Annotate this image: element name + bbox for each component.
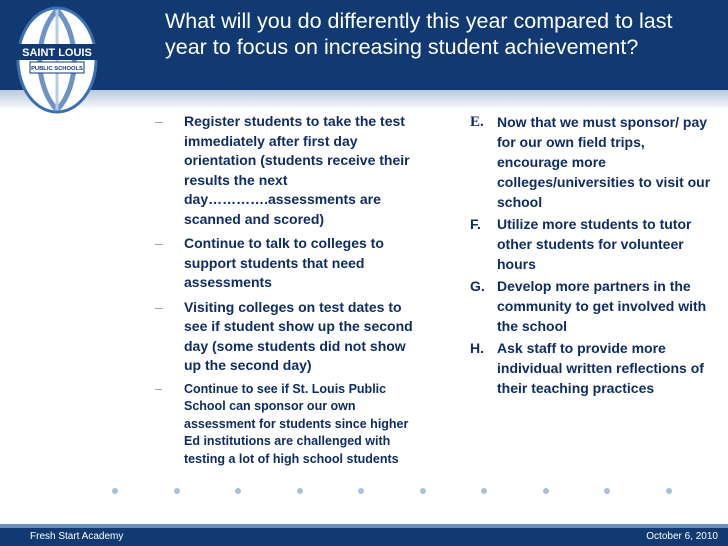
lettered-item xyxy=(466,338,716,398)
logo-text-line1: SAINT LOUIS xyxy=(22,47,92,59)
bullet-text: Continue to see if St. Louis Public School can sponsor our own assessment for students since higher Ed institutions are challenged with testing a lot of high school students xyxy=(184,381,409,466)
footer-organization: Fresh Start Academy xyxy=(30,531,124,542)
item-letter: G. xyxy=(470,278,485,294)
lettered-item xyxy=(466,276,716,336)
item-letter: F. xyxy=(470,216,481,232)
footer-date: October 6, 2010 xyxy=(646,531,718,542)
dot xyxy=(481,488,487,494)
bullet-item xyxy=(155,234,425,293)
dot xyxy=(358,488,364,494)
dash-marker: – xyxy=(155,113,163,129)
bullet-item xyxy=(155,112,425,229)
saint-louis-public-schools-logo xyxy=(14,4,100,116)
bullet-text: Register students to take the test immediately after first day orientation (students receive their results the next day………….assessments are scanned and scored) xyxy=(184,113,410,227)
bullet-text: Visiting colleges on test dates to see if student show up the second day (some students did not show up the second day) xyxy=(184,298,413,373)
decorative-dot-row xyxy=(112,488,672,496)
item-letter: E. xyxy=(470,114,484,130)
dot xyxy=(420,488,426,494)
left-bullet-list xyxy=(155,112,425,473)
item-letter: H. xyxy=(470,340,484,356)
lettered-item xyxy=(466,112,716,212)
dash-marker: – xyxy=(155,298,163,315)
dash-marker: – xyxy=(155,381,162,396)
bullet-item xyxy=(155,381,425,469)
dot xyxy=(297,488,303,494)
dot xyxy=(543,488,549,494)
slide-title: What will you do differently this year compared to last year to focus on increasing student achievement? xyxy=(165,9,673,59)
item-text: Now that we must sponsor/ pay for our own field trips, encourage more colleges/universities to visit our school xyxy=(497,114,711,210)
dot xyxy=(604,488,610,494)
lettered-item xyxy=(466,214,716,274)
dot xyxy=(174,488,180,494)
dot xyxy=(235,488,241,494)
dot xyxy=(112,488,118,494)
footer-bar xyxy=(0,528,728,546)
item-text: Ask staff to provide more individual written reflections of their teaching practices xyxy=(497,340,704,396)
right-lettered-list xyxy=(466,112,716,400)
bullet-item xyxy=(155,298,425,376)
dash-marker: – xyxy=(155,235,163,251)
dot xyxy=(666,488,672,494)
header-gradient xyxy=(0,90,728,110)
item-text: Utilize more students to tutor other students for volunteer hours xyxy=(497,216,692,272)
bullet-text: Continue to talk to colleges to support students that need assessments xyxy=(184,235,384,290)
item-text: Develop more partners in the community to get involved with the school xyxy=(497,278,707,334)
logo-text-line2: PUBLIC SCHOOLS xyxy=(31,66,83,72)
